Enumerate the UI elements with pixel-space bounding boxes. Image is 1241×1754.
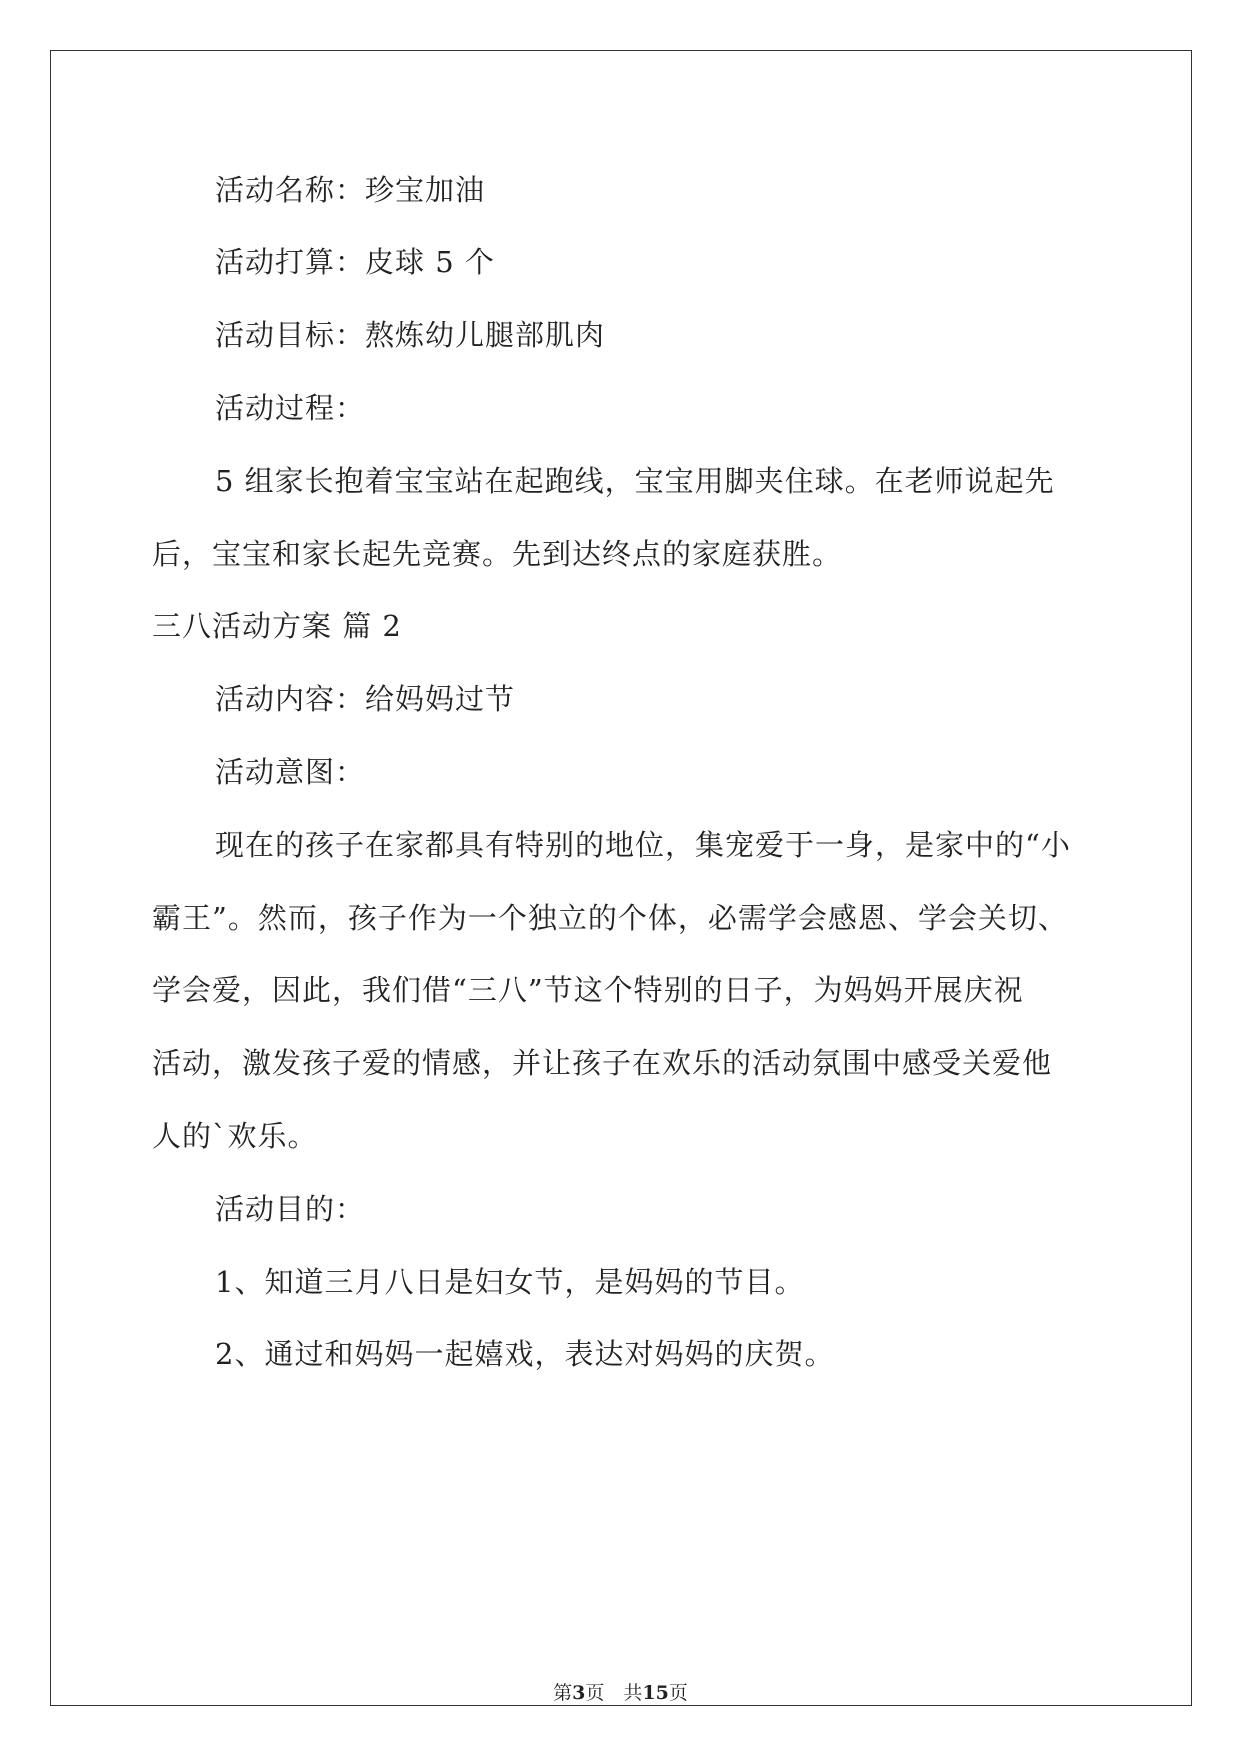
total-page-count: 15 [642,1682,669,1704]
intent-paragraph-line-5: 人的`欢乐。 [152,1119,318,1153]
current-page-number: 3 [572,1682,586,1704]
activity-name-line: 活动名称：珍宝加油 [215,173,486,207]
footer-mid: 页 共 [585,1682,643,1704]
purpose-item-2: 2、通过和妈妈一起嬉戏，表达对妈妈的庆贺。 [215,1337,835,1371]
page-footer [0,1680,1241,1706]
activity-purpose-heading: 活动目的： [215,1192,366,1226]
purpose-item-1: 1、知道三月八日是妇女节，是妈妈的节目。 [215,1265,805,1299]
intent-paragraph-line-3: 学会爱，因此，我们借“三八”节这个特别的日子，为妈妈开展庆祝 [152,973,1024,1007]
footer-suffix: 页 [668,1682,688,1704]
intent-paragraph-line-4: 活动，激发孩子爱的情感，并让孩子在欢乐的活动氛围中感受关爱他 [152,1046,1053,1080]
activity-prep-line: 活动打算：皮球 5 个 [215,245,495,279]
activity-goal-line: 活动目标：熬炼幼儿腿部肌肉 [215,318,606,352]
page-border [50,50,1192,1706]
footer-prefix: 第 [553,1682,573,1704]
section-title: 三八活动方案 篇 2 [152,609,402,643]
process-paragraph-line-2: 后，宝宝和家长起先竞赛。先到达终点的家庭获胜。 [152,537,843,571]
process-paragraph-line-1: 5 组家长抱着宝宝站在起跑线，宝宝用脚夹住球。在老师说起先 [215,464,1055,498]
intent-paragraph-line-2: 霸王”。然而，孩子作为一个独立的个体，必需学会感恩、学会关切、 [152,901,1068,935]
intent-paragraph-line-1: 现在的孩子在家都具有特别的地位，集宠爱于一身，是家中的“小 [215,828,1071,862]
activity-intent-heading: 活动意图： [215,755,366,789]
activity-content-line: 活动内容：给妈妈过节 [215,682,516,716]
activity-process-heading: 活动过程： [215,391,366,425]
